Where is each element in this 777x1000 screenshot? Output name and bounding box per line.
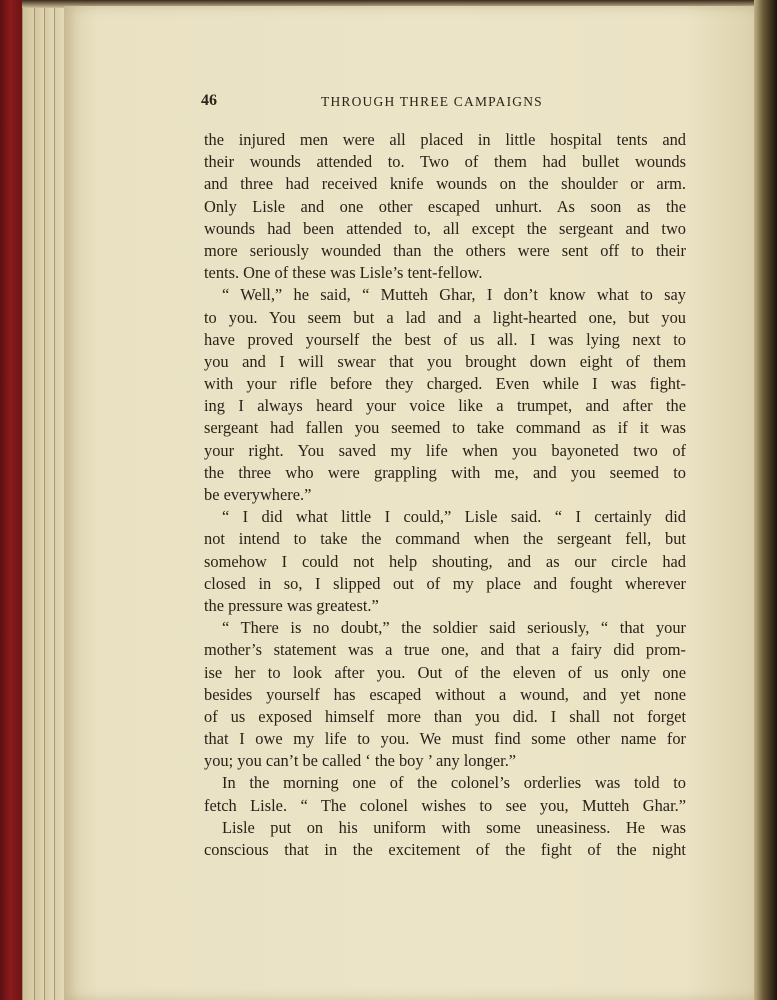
- text-line: ise her to look after you. Out of the eleven of us only one: [204, 662, 686, 682]
- text-line: In the morning one of the colonel’s orderlies was told to: [222, 773, 686, 793]
- text-line: not intend to take the command when the sergeant fell, but: [204, 529, 686, 549]
- text-line: Only Lisle and one other escaped unhurt. As soon as the: [204, 196, 686, 216]
- text-line: “ There is no doubt,” the soldier said seriously, “ that your: [222, 618, 686, 638]
- text-line: their wounds attended to. Two of them had bullet wounds: [204, 152, 686, 172]
- text-line: Lisle put on his uniform with some uneasiness. He was: [222, 817, 686, 837]
- book-cover-edge: [0, 0, 22, 1000]
- text-line: “ I did what little I could,” Lisle said. “ I certainly did: [222, 507, 686, 527]
- text-line: be everywhere.”: [204, 485, 312, 504]
- text-line: to you. You seem but a lad and a light-hearted one, but you: [204, 307, 686, 327]
- text-line: ing I always heard your voice like a trumpet, and after the: [204, 396, 686, 416]
- text-line: closed in so, I slipped out of my place and fought wherever: [204, 573, 686, 593]
- text-line: fetch Lisle. “ The colonel wishes to see you, Mutteh Ghar.”: [204, 795, 686, 815]
- text-line: sergeant had fallen you seemed to take command as if it was: [204, 418, 686, 438]
- running-head: [201, 92, 689, 112]
- page-right-edge: [754, 0, 777, 1000]
- text-line: the injured men were all placed in little hospital tents and: [204, 130, 686, 149]
- text-line: the pressure was greatest.”: [204, 595, 379, 615]
- text-line: your right. You saved my life when you bayoneted two of: [204, 440, 686, 460]
- text-line: somehow I could not help shouting, and as our circle had: [204, 551, 686, 571]
- text-line: besides yourself has escaped without a wound, and yet none: [204, 684, 686, 704]
- text-line: mother’s statement was a true one, and that a fairy did prom-: [204, 640, 686, 660]
- body-text: [204, 129, 686, 861]
- text-line: more seriously wounded than the others were sent off to their: [204, 240, 686, 260]
- text-line: have proved yourself the best of us all. I was lying next to: [204, 329, 686, 349]
- text-line: conscious that in the excitement of the fight of the night: [204, 840, 686, 859]
- text-line: tents. One of these was Lisle’s tent-fellow.: [204, 263, 483, 283]
- text-line: you and I will swear that you brought down eight of them: [204, 351, 686, 371]
- text-line: of us exposed himself more than you did. I shall not forget: [204, 706, 686, 726]
- text-line: “ Well,” he said, “ Mutteh Ghar, I don’t know what to say: [222, 285, 686, 305]
- text-line: wounds had been attended to, all except the sergeant and two: [204, 218, 686, 238]
- page-number: 46: [201, 92, 217, 109]
- text-line: you; you can’t be called ‘ the boy ’ any longer.”: [204, 751, 517, 771]
- text-line: with your rifle before they charged. Even while I was fight-: [204, 374, 686, 394]
- text-line: and three had received knife wounds on the shoulder or arm.: [204, 174, 686, 194]
- text-line: the three who were grappling with me, and you seemed to: [204, 462, 686, 482]
- text-line: that I owe my life to you. We must find some other name for: [204, 729, 686, 749]
- book-title: THROUGH THREE CAMPAIGNS: [321, 94, 543, 109]
